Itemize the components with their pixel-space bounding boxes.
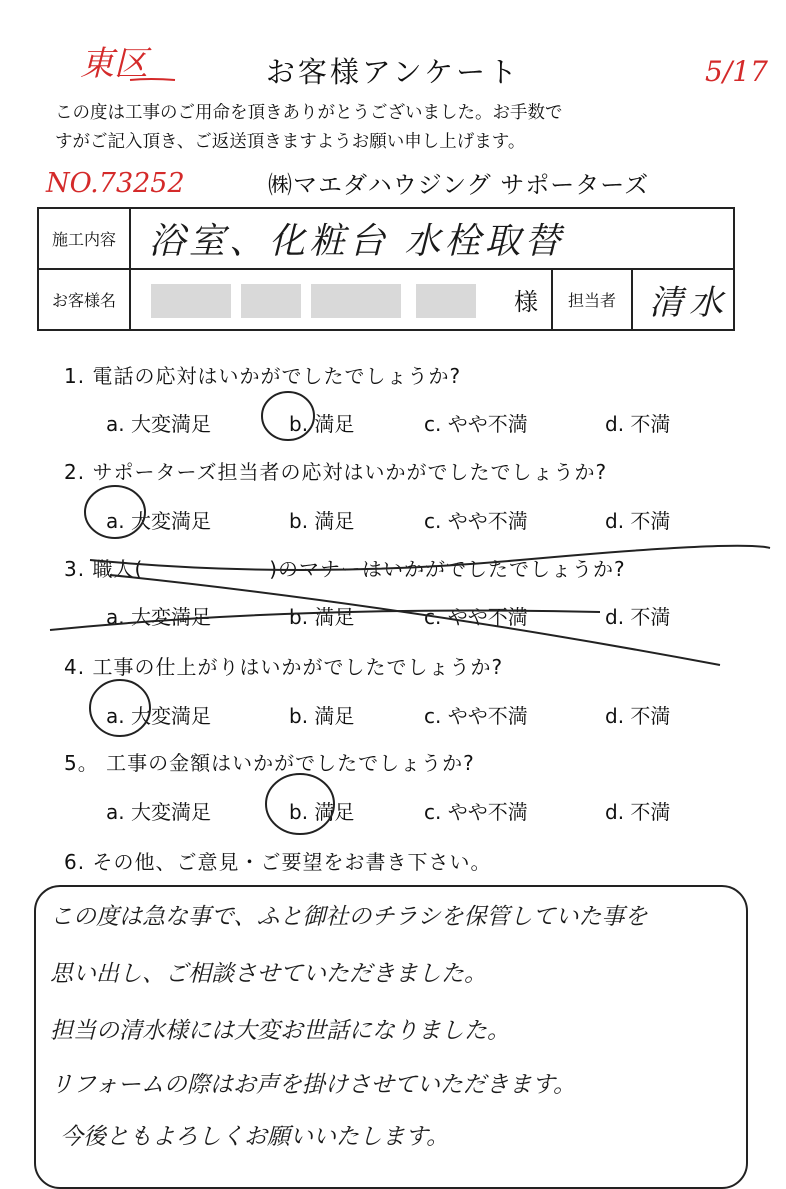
comment-line-2: 思い出し、ご相談させていただきました。 xyxy=(50,961,487,987)
staff-value: 清水 xyxy=(649,283,729,323)
question-4: 4. 工事の仕上がりはいかがでしたでしょうか? xyxy=(64,655,504,679)
info-table xyxy=(37,207,735,331)
q1-option-a: a. 大変満足 xyxy=(106,412,211,436)
survey-number: NO.73252 xyxy=(46,168,185,199)
work-value-cell xyxy=(130,208,734,269)
staff-label: 担当者 xyxy=(552,269,632,330)
q2-option-b: b. 満足 xyxy=(289,509,355,533)
page-title: お客様アンケート xyxy=(265,55,521,89)
q4-option-a: a. 大変満足 xyxy=(106,704,211,728)
q2-option-c: c. やや不満 xyxy=(424,509,528,533)
q5-option-a: a. 大変満足 xyxy=(106,800,211,824)
q1-option-b: b. 満足 xyxy=(289,412,355,436)
work-value: 浴室、化粧台 水栓取替 xyxy=(149,221,565,262)
q3-option-b: b. 満足 xyxy=(289,605,355,629)
branch-handwriting: 東区 xyxy=(80,44,148,84)
question-5: 5。 工事の金額はいかがでしたでしょうか? xyxy=(64,751,475,775)
customer-label: お客様名 xyxy=(38,269,130,330)
q1-option-c: c. やや不満 xyxy=(424,412,528,436)
company-name: ㈱マエダハウジング サポーターズ xyxy=(268,171,650,199)
q5-option-c: c. やや不満 xyxy=(424,800,528,824)
work-label: 施工内容 xyxy=(38,208,130,269)
question-2: 2. サポーターズ担当者の応対はいかがでしたでしょうか? xyxy=(64,460,608,484)
comment-line-3: 担当の清水様には大変お世話になりました。 xyxy=(50,1018,510,1044)
q5-option-d: d. 不満 xyxy=(605,800,671,824)
q3-option-c: c. やや不満 xyxy=(424,605,528,629)
q4-option-d: d. 不満 xyxy=(605,704,671,728)
comment-line-4: リフォームの際はお声を掛けさせていただきます。 xyxy=(50,1072,577,1098)
comment-line-5: 今後ともよろしくお願いいたします。 xyxy=(60,1124,450,1150)
intro-line-2: すがご記入頂き、ご返送頂きますようお願い申し上げます。 xyxy=(55,132,526,152)
q2-option-a: a. 大変満足 xyxy=(106,509,211,533)
q4-option-c: c. やや不満 xyxy=(424,704,528,728)
staff-value-cell xyxy=(632,269,734,330)
comment-line-1: この度は急な事で、ふと御社のチラシを保管していた事を xyxy=(50,904,648,930)
question-6: 6. その他、ご意見・ご要望をお書き下さい。 xyxy=(64,850,492,874)
date-handwriting: 5/17 xyxy=(705,55,768,88)
intro-line-1: この度は工事のご用命を頂きありがとうございました。お手数で xyxy=(55,103,563,123)
q1-option-d: d. 不満 xyxy=(605,412,671,436)
question-3: 3. 職人( )のマナーはいかがでしたでしょうか? xyxy=(64,557,626,581)
q4-option-b: b. 満足 xyxy=(289,704,355,728)
honorific: 様 xyxy=(501,269,552,330)
q3-option-a: a. 大変満足 xyxy=(106,605,211,629)
q3-option-d: d. 不満 xyxy=(605,605,671,629)
customer-name-redacted xyxy=(130,269,501,330)
question-1: 1. 電話の応対はいかがでしたでしょうか? xyxy=(64,364,462,388)
q2-option-d: d. 不満 xyxy=(605,509,671,533)
q5-option-b: b. 満足 xyxy=(289,800,355,824)
